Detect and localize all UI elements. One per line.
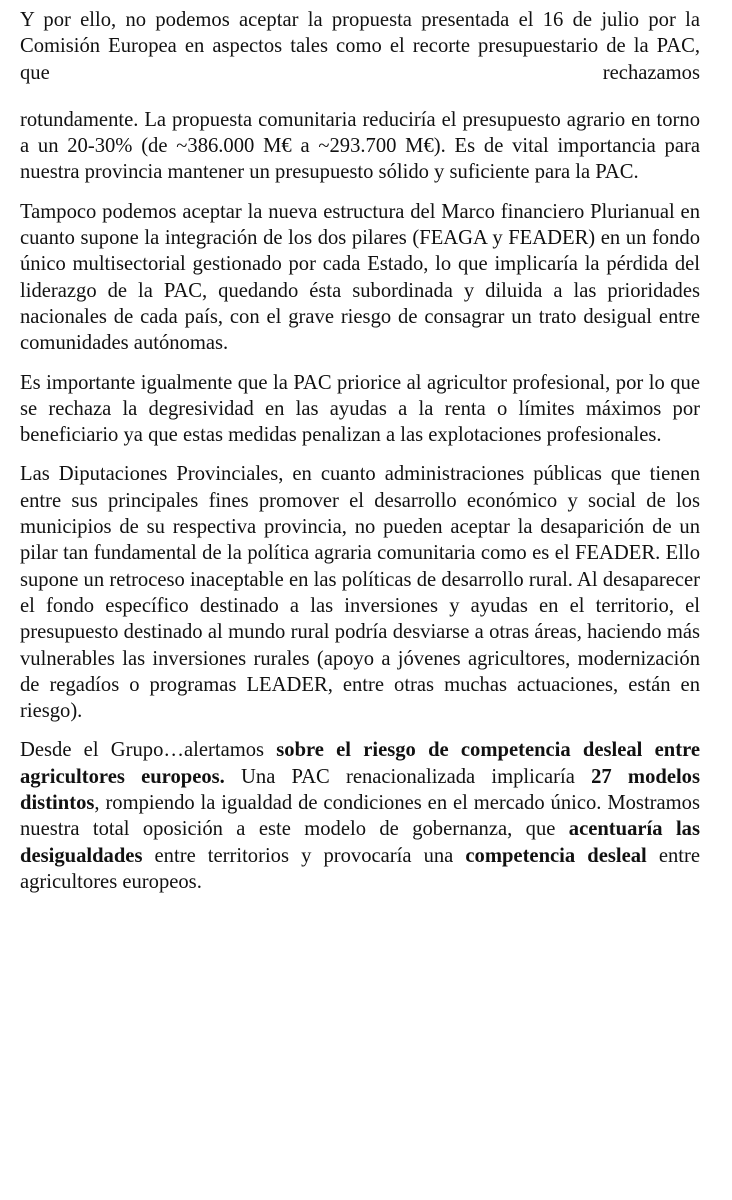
bold-text-run: sobre el riesgo de competencia desleal entre agricultores europeos. [20,739,700,788]
text-run: , rompiendo la igualdad de condiciones en el mercado único. Mostramos nuestra total oposición a este modelo de gobernanza, que [20,792,700,841]
document-body [20,7,700,895]
bold-text-run: 27 modelos distintos [20,765,700,815]
bold-text-run: acentuaría las desigualdades [20,818,700,867]
paragraph-unfair-competition [20,737,700,895]
text-run: Desde el Grupo…alertamos [20,739,277,762]
bold-text-run: competencia desleal [465,844,647,867]
text-run: Una PAC renacionalizada implicaría [224,765,592,788]
paragraph-budget-cut: rotundamente. La propuesta comunitaria reduciría el presupuesto agrario en torno a un 20-30% (de ~386.000 M€ a ~293.700 M€). Es de vital importancia para nuestra provincia mantener un presupuesto sólido y suficiente para la PAC. [20,108,700,184]
paragraph-professional-farmer: Es importante igualmente que la PAC priorice al agricultor profesional, por lo que se rechaza la degresividad en las ayudas a la renta o límites máximos por beneficiario ya que estas medidas penalizan a las explotaciones profesionales. [20,371,700,447]
paragraph-financial-framework: Tampoco podemos aceptar la nueva estructura del Marco financiero Plurianual en cuanto supone la integración de los dos pilares (FEAGA y FEADER) en un fondo único multisectorial gestionado por cada Estado, lo que implicaría la pérdida del liderazgo de la PAC, quedando ésta subordinada y diluida a las prioridades nacionales de cada país, con el grave riesgo de consagrar un trato desigual entre comunidades autónomas. [20,200,700,355]
paragraph-provincial-councils: Las Diputaciones Provinciales, en cuanto administraciones públicas que tienen entre sus principales fines promover el desarrollo económico y social de los municipios de su respectiva provincia, no pueden aceptar la desaparición de un pilar tan fundamental de la política agraria comunitaria como es el FEADER. Ello supone un retroceso inaceptable en las políticas de desarrollo rural. Al desaparecer el fondo específico destinado a las inversiones y ayudas en el territorio, el presupuesto destinado al mundo rural podría desviarse a otras áreas, haciendo más vulnerables las inversiones rurales (apoyo a jóvenes agricultores, modernización de regadíos o programas LEADER, entre otras muchas actuaciones, están en riesgo). [20,463,700,723]
text-run: entre agricultores europeos. [20,844,701,893]
paragraph-budget-intro: Y por ello, no podemos aceptar la propuesta presentada el 16 de julio por la Comisión Europea en aspectos tales como el recorte presupuestario de la PAC, que rechazamos [20,9,700,84]
text-run: entre territorios y provocaría una [142,844,466,867]
